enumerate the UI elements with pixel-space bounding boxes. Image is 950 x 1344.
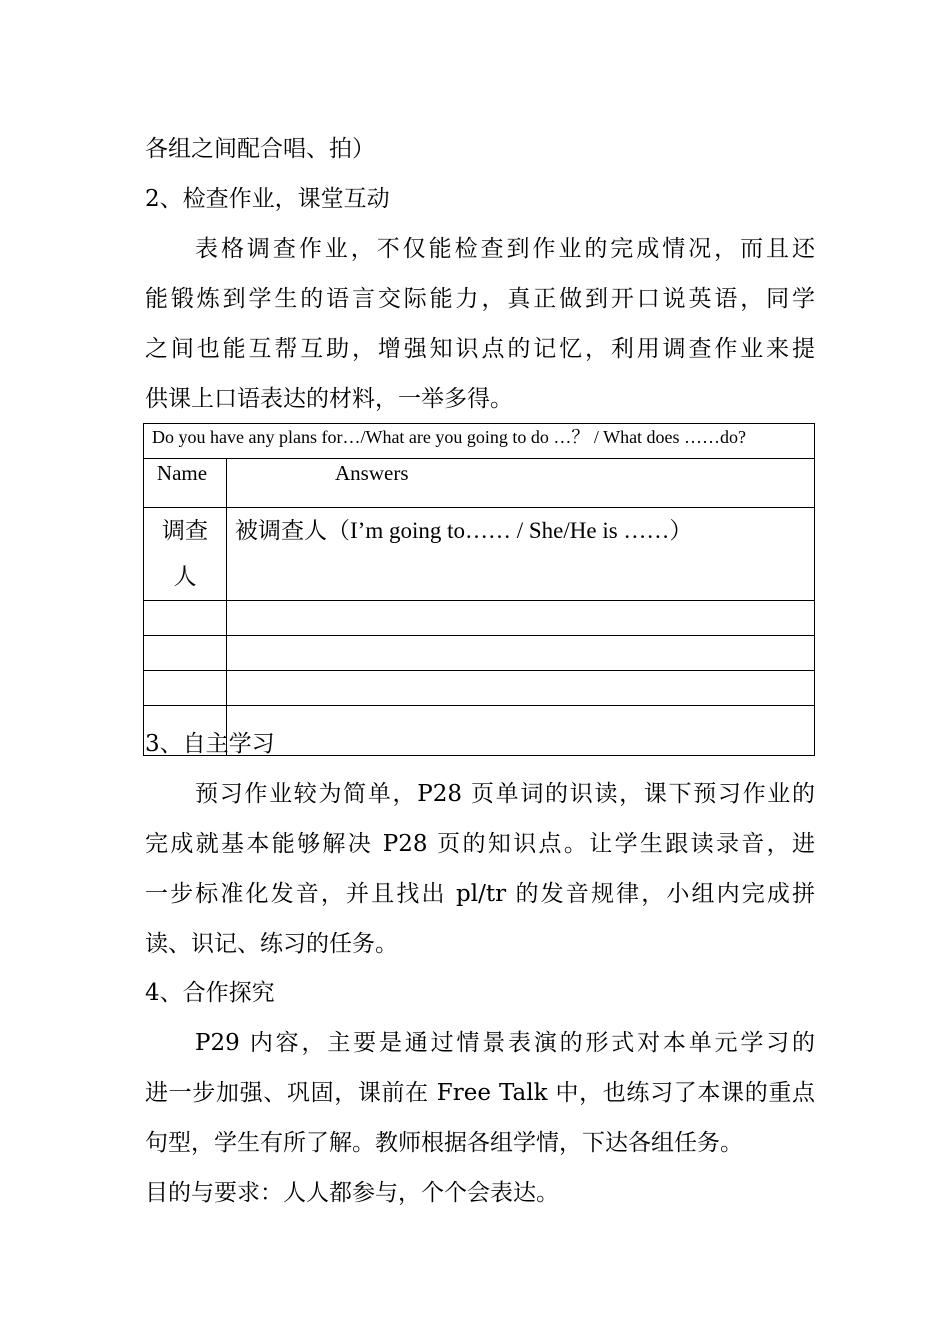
empty-cell <box>144 636 227 671</box>
table-header-row <box>144 424 815 459</box>
table-row <box>144 671 815 706</box>
paragraph-line: 表格调查作业，不仅能检查到作业的完成情况，而且还 <box>195 236 815 262</box>
empty-cell <box>227 671 815 706</box>
table-row <box>144 636 815 671</box>
empty-cell <box>227 636 815 671</box>
name-column-header: Name <box>144 459 227 508</box>
paragraph-line: 一步标准化发音，并且找出 pl/tr 的发音规律，小组内完成拼 <box>145 881 815 907</box>
empty-cell <box>144 601 227 636</box>
paragraph-line: 预习作业较为简单，P28 页单词的识读，课下预习作业的 <box>195 781 815 807</box>
section-4-heading: 4、合作探究 <box>145 980 275 1006</box>
sample-name-cell: 调查人 <box>144 508 227 601</box>
section-2-heading: 2、检查作业，课堂互动 <box>145 186 390 212</box>
table-question-header: Do you have any plans for…/What are you going to do …？ / What does ……do? <box>144 424 815 459</box>
paragraph-line: 各组之间配合唱、拍） <box>145 136 375 162</box>
empty-cell <box>227 601 815 636</box>
paragraph-line: 进一步加强、巩固，课前在 Free Talk 中，也练习了本课的重点 <box>145 1080 815 1106</box>
table-row <box>144 601 815 636</box>
paragraph-line: 完成就基本能够解决 P28 页的知识点。让学生跟读录音，进 <box>145 831 815 857</box>
paragraph-line: 读、识记、练习的任务。 <box>145 931 398 957</box>
paragraph-line: 之间也能互帮互助，增强知识点的记忆，利用调查作业来提 <box>145 336 815 362</box>
survey-table <box>143 423 815 756</box>
empty-cell <box>144 671 227 706</box>
paragraph-line: 句型，学生有所了解。教师根据各组学情，下达各组任务。 <box>145 1130 743 1156</box>
paragraph-line: P29 内容，主要是通过情景表演的形式对本单元学习的 <box>195 1030 815 1056</box>
paragraph-line: 供课上口语表达的材料，一举多得。 <box>145 386 513 412</box>
paragraph-line: 目的与要求：人人都参与，个个会表达。 <box>145 1180 559 1206</box>
table-row <box>144 508 815 601</box>
section-3-heading: 3、自主学习 <box>145 731 275 757</box>
table-column-header-row <box>144 459 815 508</box>
answers-column-header: Answers <box>227 459 815 508</box>
paragraph-line: 能锻炼到学生的语言交际能力，真正做到开口说英语，同学 <box>145 286 815 312</box>
sample-answer-cell: 被调查人（I’m going to…… / She/He is ……） <box>227 508 815 601</box>
